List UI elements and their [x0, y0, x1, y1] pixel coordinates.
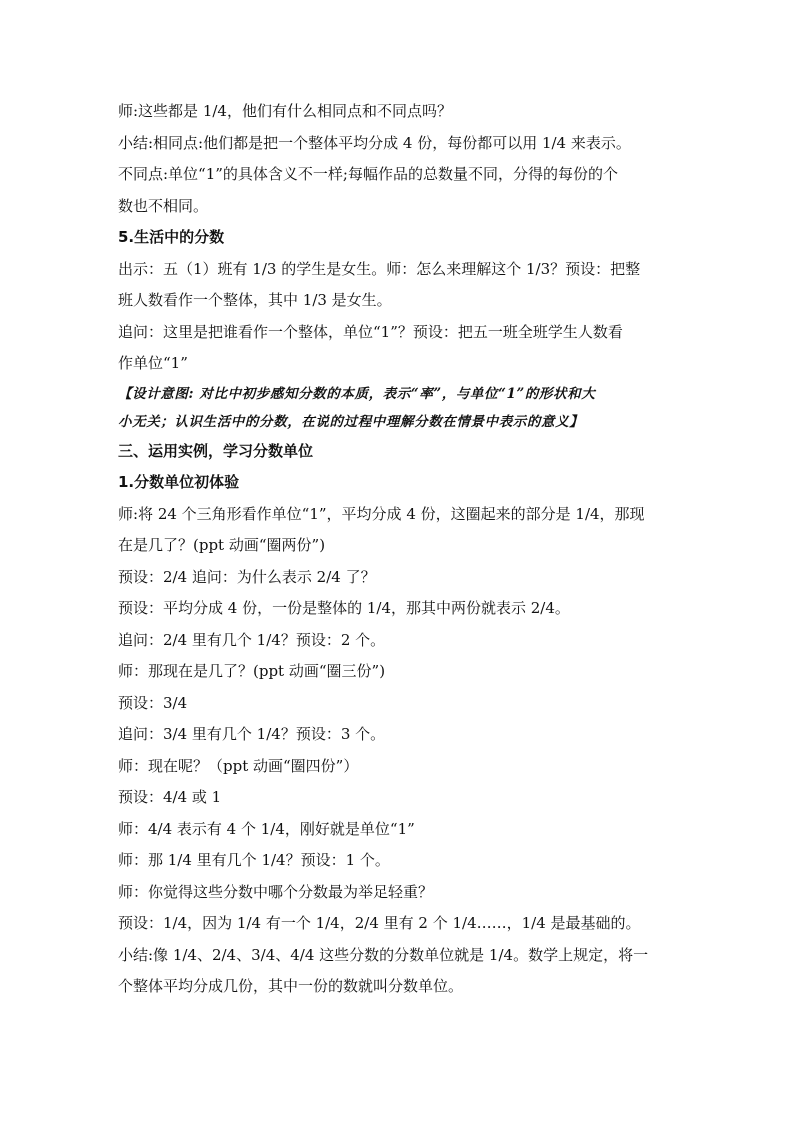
paragraph-line: 师：那 1/4 里有几个 1/4？预设：1 个。: [118, 851, 390, 869]
paragraph-line: 预设：3/4: [118, 693, 188, 712]
part-3-title: 三、运用实例，学习分数单位: [118, 441, 314, 460]
paragraph-line: 出示：五（1）班有 1/3 的学生是女生。师：怎么来理解这个 1/3？预设：把整: [118, 259, 641, 278]
document-page: [118, 96, 678, 1003]
paragraph-line: 追问：2/4 里有几个 1/4？预设：2 个。: [118, 630, 386, 649]
paragraph-line: 预设：平均分成 4 份，一份是整体的 1/4，那其中两份就表示 2/4。: [118, 599, 570, 617]
design-intent-note: 小无关；认识生活中的分数，在说的过程中理解分数在情景中表示的意义】: [118, 413, 584, 430]
paragraph-line: 师：4/4 表示有 4 个 1/4，刚好就是单位“1”: [118, 819, 415, 838]
paragraph-line: 作单位“1”: [118, 354, 188, 372]
paragraph-line: 个整体平均分成几份，其中一份的数就叫分数单位。: [118, 977, 464, 995]
paragraph-line: 在是几了？(ppt 动画“圈两份”): [118, 536, 326, 554]
paragraph-line: 小结:相同点:他们都是把一个整体平均分成 4 份，每份都可以用 1/4 来表示。: [118, 133, 631, 152]
paragraph-line: 师：你觉得这些分数中哪个分数最为举足轻重？: [118, 882, 434, 901]
paragraph-line: 预设：4/4 或 1: [118, 788, 222, 806]
design-intent-note: 【设计意图: 对比中初步感知分数的本质，表示“率”，与单位“1”的形状和大: [118, 385, 596, 402]
paragraph-line: 数也不相同。: [118, 196, 209, 215]
subsection-1-title: 1.分数单位初体验: [118, 473, 240, 491]
paragraph-line: 师：现在呢？（ppt 动画“圈四份”）: [118, 756, 359, 775]
paragraph-line: 小结:像 1/4、2/4、3/4、4/4 这些分数的分数单位就是 1/4。数学上规定，将一: [118, 945, 649, 964]
paragraph-line: 追问：这里是把谁看作一个整体，单位“1”？预设：把五一班全班学生人数看: [118, 322, 623, 341]
paragraph-line: 师:将 24 个三角形看作单位“1”，平均分成 4 份，这圈起来的部分是 1/4，那现: [118, 504, 645, 523]
paragraph-line: 不同点:单位“1”的具体含义不一样;每幅作品的总数量不同，分得的每份的个: [118, 165, 618, 183]
paragraph-line: 师:这些都是 1/4，他们有什么相同点和不同点吗？: [118, 102, 452, 120]
paragraph-line: 预设：1/4，因为 1/4 有一个 1/4，2/4 里有 2 个 1/4……，1/4 是最基础的。: [118, 914, 641, 932]
section-5-title: 5.生活中的分数: [118, 228, 225, 246]
paragraph-line: 师：那现在是几了？(ppt 动画“圈三份”): [118, 662, 386, 680]
paragraph-line: 追问：3/4 里有几个 1/4？预设：3 个。: [118, 725, 386, 743]
paragraph-line: 预设：2/4 追问：为什么表示 2/4 了？: [118, 567, 376, 586]
paragraph-line: 班人数看作一个整体，其中 1/3 是女生。: [118, 291, 392, 309]
